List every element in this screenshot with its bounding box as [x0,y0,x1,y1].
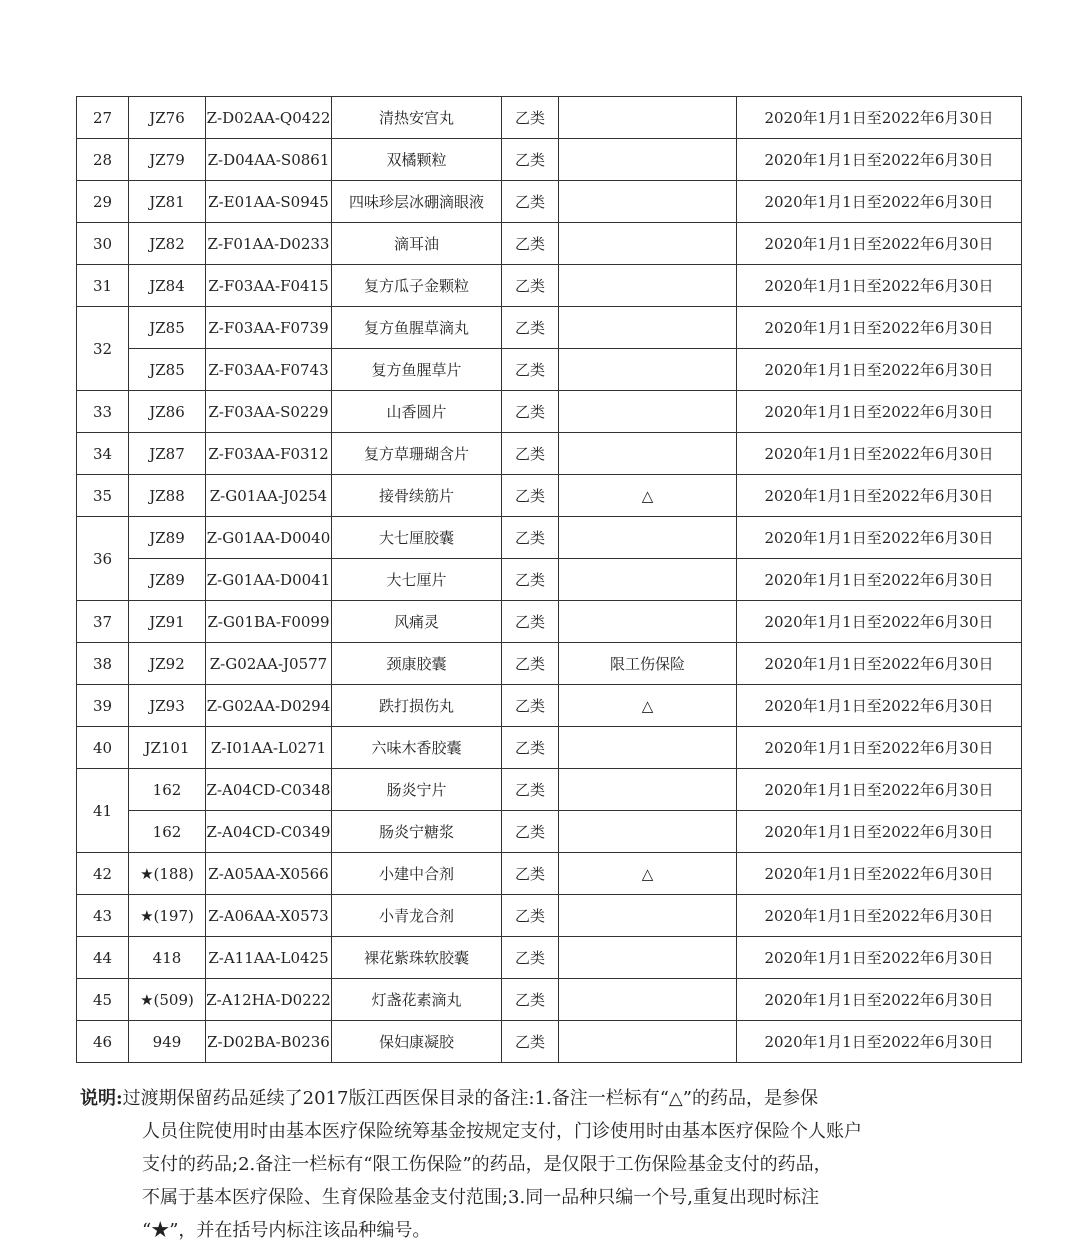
table-row [77,181,1022,223]
drug-name-cell: 滴耳油 [332,223,502,265]
drug-name-cell: 六味木香胶囊 [332,727,502,769]
remark-cell [559,811,737,853]
validity-period-cell: 2020年1月1日至2022年6月30日 [737,433,1022,475]
drug-name-cell: 肠炎宁糖浆 [332,811,502,853]
category-cell: 乙类 [502,685,559,727]
directory-code-cell: JZ84 [129,265,206,307]
validity-period-cell: 2020年1月1日至2022年6月30日 [737,1021,1022,1063]
drug-name-cell: 大七厘片 [332,559,502,601]
drug-code-cell: Z-A05AA-X0566 [206,853,332,895]
table-row [77,979,1022,1021]
validity-period-cell: 2020年1月1日至2022年6月30日 [737,811,1022,853]
note-line-0 [80,1082,1010,1115]
validity-period-cell: 2020年1月1日至2022年6月30日 [737,895,1022,937]
drug-name-cell: 清热安宫丸 [332,97,502,139]
drug-name-cell: 肠炎宁片 [332,769,502,811]
drug-name-cell: 接骨续筋片 [332,475,502,517]
drug-name-cell: 保妇康凝胶 [332,1021,502,1063]
drug-code-cell: Z-I01AA-L0271 [206,727,332,769]
directory-code-cell: JZ76 [129,97,206,139]
category-cell: 乙类 [502,769,559,811]
drug-name-cell: 小青龙合剂 [332,895,502,937]
validity-period-cell: 2020年1月1日至2022年6月30日 [737,685,1022,727]
directory-code-cell: JZ101 [129,727,206,769]
validity-period-cell: 2020年1月1日至2022年6月30日 [737,475,1022,517]
validity-period-cell: 2020年1月1日至2022年6月30日 [737,181,1022,223]
table-row [77,559,1022,601]
table-row [77,223,1022,265]
drug-code-cell: Z-F03AA-F0415 [206,265,332,307]
row-number-cell: 40 [77,727,129,769]
directory-code-cell: 162 [129,811,206,853]
row-number-cell: 29 [77,181,129,223]
directory-code-cell: JZ93 [129,685,206,727]
category-cell: 乙类 [502,517,559,559]
table-row [77,769,1022,811]
directory-code-cell: JZ81 [129,181,206,223]
remark-cell [559,181,737,223]
note-label: 说明: [80,1088,123,1109]
drug-name-cell: 双橘颗粒 [332,139,502,181]
validity-period-cell: 2020年1月1日至2022年6月30日 [737,139,1022,181]
category-cell: 乙类 [502,895,559,937]
table-row [77,727,1022,769]
row-number-cell: 27 [77,97,129,139]
table-row [77,811,1022,853]
row-number-cell: 31 [77,265,129,307]
remark-cell [559,433,737,475]
directory-code-cell: JZ82 [129,223,206,265]
validity-period-cell: 2020年1月1日至2022年6月30日 [737,223,1022,265]
drug-name-cell: 灯盏花素滴丸 [332,979,502,1021]
category-cell: 乙类 [502,223,559,265]
drug-name-cell: 大七厘胶囊 [332,517,502,559]
remark-cell [559,559,737,601]
row-number-cell: 44 [77,937,129,979]
table-row [77,937,1022,979]
row-number-cell: 37 [77,601,129,643]
remark-cell [559,979,737,1021]
drug-code-cell: Z-F03AA-F0743 [206,349,332,391]
row-number-cell: 46 [77,1021,129,1063]
row-number-cell: 30 [77,223,129,265]
drug-name-cell: 复方鱼腥草片 [332,349,502,391]
category-cell: 乙类 [502,97,559,139]
directory-code-cell: JZ89 [129,559,206,601]
remark-cell: △ [559,853,737,895]
drug-code-cell: Z-D02AA-Q0422 [206,97,332,139]
drug-name-cell: 小建中合剂 [332,853,502,895]
validity-period-cell: 2020年1月1日至2022年6月30日 [737,307,1022,349]
validity-period-cell: 2020年1月1日至2022年6月30日 [737,517,1022,559]
remark-cell [559,601,737,643]
directory-code-cell: JZ88 [129,475,206,517]
directory-code-cell: JZ85 [129,307,206,349]
remark-cell [559,391,737,433]
category-cell: 乙类 [502,349,559,391]
category-cell: 乙类 [502,979,559,1021]
directory-code-cell: 418 [129,937,206,979]
drug-code-cell: Z-A04CD-C0349 [206,811,332,853]
remark-cell [559,1021,737,1063]
directory-code-cell: ★(197) [129,895,206,937]
validity-period-cell: 2020年1月1日至2022年6月30日 [737,265,1022,307]
drug-code-cell: Z-G01BA-F0099 [206,601,332,643]
remark-cell [559,139,737,181]
table-row [77,643,1022,685]
remark-cell [559,349,737,391]
remark-cell [559,769,737,811]
note-line-4: “★”，并在括号内标注该品种编号。 [142,1220,431,1241]
directory-code-cell: 949 [129,1021,206,1063]
category-cell: 乙类 [502,139,559,181]
table-row [77,685,1022,727]
row-number-cell: 45 [77,979,129,1021]
drug-name-cell: 四味珍层冰硼滴眼液 [332,181,502,223]
validity-period-cell: 2020年1月1日至2022年6月30日 [737,979,1022,1021]
remark-cell: △ [559,475,737,517]
drug-code-cell: Z-G02AA-J0577 [206,643,332,685]
table-row [77,433,1022,475]
drug-code-cell: Z-G01AA-D0041 [206,559,332,601]
remark-cell [559,517,737,559]
validity-period-cell: 2020年1月1日至2022年6月30日 [737,97,1022,139]
row-number-cell: 36 [77,517,129,601]
note-line-2: 支付的药品;2.备注一栏标有“限工伤保险”的药品，是仅限于工伤保险基金支付的药品， [142,1154,832,1175]
remark-cell [559,307,737,349]
row-number-cell: 33 [77,391,129,433]
drug-code-cell: Z-G02AA-D0294 [206,685,332,727]
table-row [77,307,1022,349]
drug-code-cell: Z-A04CD-C0348 [206,769,332,811]
category-cell: 乙类 [502,307,559,349]
drug-code-cell: Z-E01AA-S0945 [206,181,332,223]
drug-name-cell: 复方草珊瑚含片 [332,433,502,475]
drug-code-cell: Z-G01AA-D0040 [206,517,332,559]
row-number-cell: 43 [77,895,129,937]
category-cell: 乙类 [502,727,559,769]
category-cell: 乙类 [502,643,559,685]
validity-period-cell: 2020年1月1日至2022年6月30日 [737,769,1022,811]
drug-code-cell: Z-G01AA-J0254 [206,475,332,517]
row-number-cell: 38 [77,643,129,685]
directory-code-cell: 162 [129,769,206,811]
validity-period-cell: 2020年1月1日至2022年6月30日 [737,853,1022,895]
drug-name-cell: 跌打损伤丸 [332,685,502,727]
validity-period-cell: 2020年1月1日至2022年6月30日 [737,601,1022,643]
table-row [77,349,1022,391]
category-cell: 乙类 [502,475,559,517]
row-number-cell: 39 [77,685,129,727]
directory-code-cell: JZ91 [129,601,206,643]
remark-cell [559,727,737,769]
drug-code-cell: Z-F03AA-S0229 [206,391,332,433]
table-row [77,139,1022,181]
table-body [77,97,1022,1063]
category-cell: 乙类 [502,181,559,223]
table-row [77,97,1022,139]
directory-code-cell: ★(188) [129,853,206,895]
category-cell: 乙类 [502,853,559,895]
drug-code-cell: Z-F01AA-D0233 [206,223,332,265]
table-row [77,895,1022,937]
remark-cell [559,265,737,307]
category-cell: 乙类 [502,811,559,853]
remark-cell [559,937,737,979]
drug-code-cell: Z-A11AA-L0425 [206,937,332,979]
note-line-3: 不属于基本医疗保险、生育保险基金支付范围;3.同一品种只编一个号,重复出现时标注 [142,1187,819,1208]
drug-table [76,96,1022,1063]
remark-cell [559,895,737,937]
validity-period-cell: 2020年1月1日至2022年6月30日 [737,937,1022,979]
table-row [77,391,1022,433]
category-cell: 乙类 [502,601,559,643]
validity-period-cell: 2020年1月1日至2022年6月30日 [737,391,1022,433]
validity-period-cell: 2020年1月1日至2022年6月30日 [737,349,1022,391]
category-cell: 乙类 [502,265,559,307]
row-number-cell: 28 [77,139,129,181]
table-row [77,1021,1022,1063]
row-number-cell: 42 [77,853,129,895]
table-row [77,475,1022,517]
validity-period-cell: 2020年1月1日至2022年6月30日 [737,727,1022,769]
category-cell: 乙类 [502,559,559,601]
row-number-cell: 34 [77,433,129,475]
validity-period-cell: 2020年1月1日至2022年6月30日 [737,643,1022,685]
drug-code-cell: Z-D04AA-S0861 [206,139,332,181]
drug-name-cell: 复方瓜子金颗粒 [332,265,502,307]
footnote [80,1082,1010,1247]
drug-code-cell: Z-A12HA-D0222 [206,979,332,1021]
table-row [77,517,1022,559]
drug-code-cell: Z-F03AA-F0739 [206,307,332,349]
directory-code-cell: JZ89 [129,517,206,559]
category-cell: 乙类 [502,433,559,475]
directory-code-cell: JZ79 [129,139,206,181]
row-number-cell: 35 [77,475,129,517]
directory-code-cell: JZ92 [129,643,206,685]
remark-cell [559,97,737,139]
validity-period-cell: 2020年1月1日至2022年6月30日 [737,559,1022,601]
table-row [77,853,1022,895]
category-cell: 乙类 [502,391,559,433]
drug-code-cell: Z-D02BA-B0236 [206,1021,332,1063]
drug-code-cell: Z-A06AA-X0573 [206,895,332,937]
note-line-1: 人员住院使用时由基本医疗保险统筹基金按规定支付，门诊使用时由基本医疗保险个人账户 [142,1121,862,1142]
drug-name-cell: 复方鱼腥草滴丸 [332,307,502,349]
remark-cell [559,223,737,265]
table-row [77,265,1022,307]
note-text: 过渡期保留药品延续了2017版江西医保目录的备注:1.备注一栏标有“△”的药品，是参保 [122,1088,818,1109]
remark-cell: △ [559,685,737,727]
directory-code-cell: ★(509) [129,979,206,1021]
drug-name-cell: 颈康胶囊 [332,643,502,685]
drug-name-cell: 风痛灵 [332,601,502,643]
drug-code-cell: Z-F03AA-F0312 [206,433,332,475]
row-number-cell: 32 [77,307,129,391]
category-cell: 乙类 [502,937,559,979]
remark-cell: 限工伤保险 [559,643,737,685]
category-cell: 乙类 [502,1021,559,1063]
directory-code-cell: JZ87 [129,433,206,475]
drug-name-cell: 山香圆片 [332,391,502,433]
drug-name-cell: 裸花紫珠软胶囊 [332,937,502,979]
directory-code-cell: JZ85 [129,349,206,391]
table-row [77,601,1022,643]
row-number-cell: 41 [77,769,129,853]
directory-code-cell: JZ86 [129,391,206,433]
